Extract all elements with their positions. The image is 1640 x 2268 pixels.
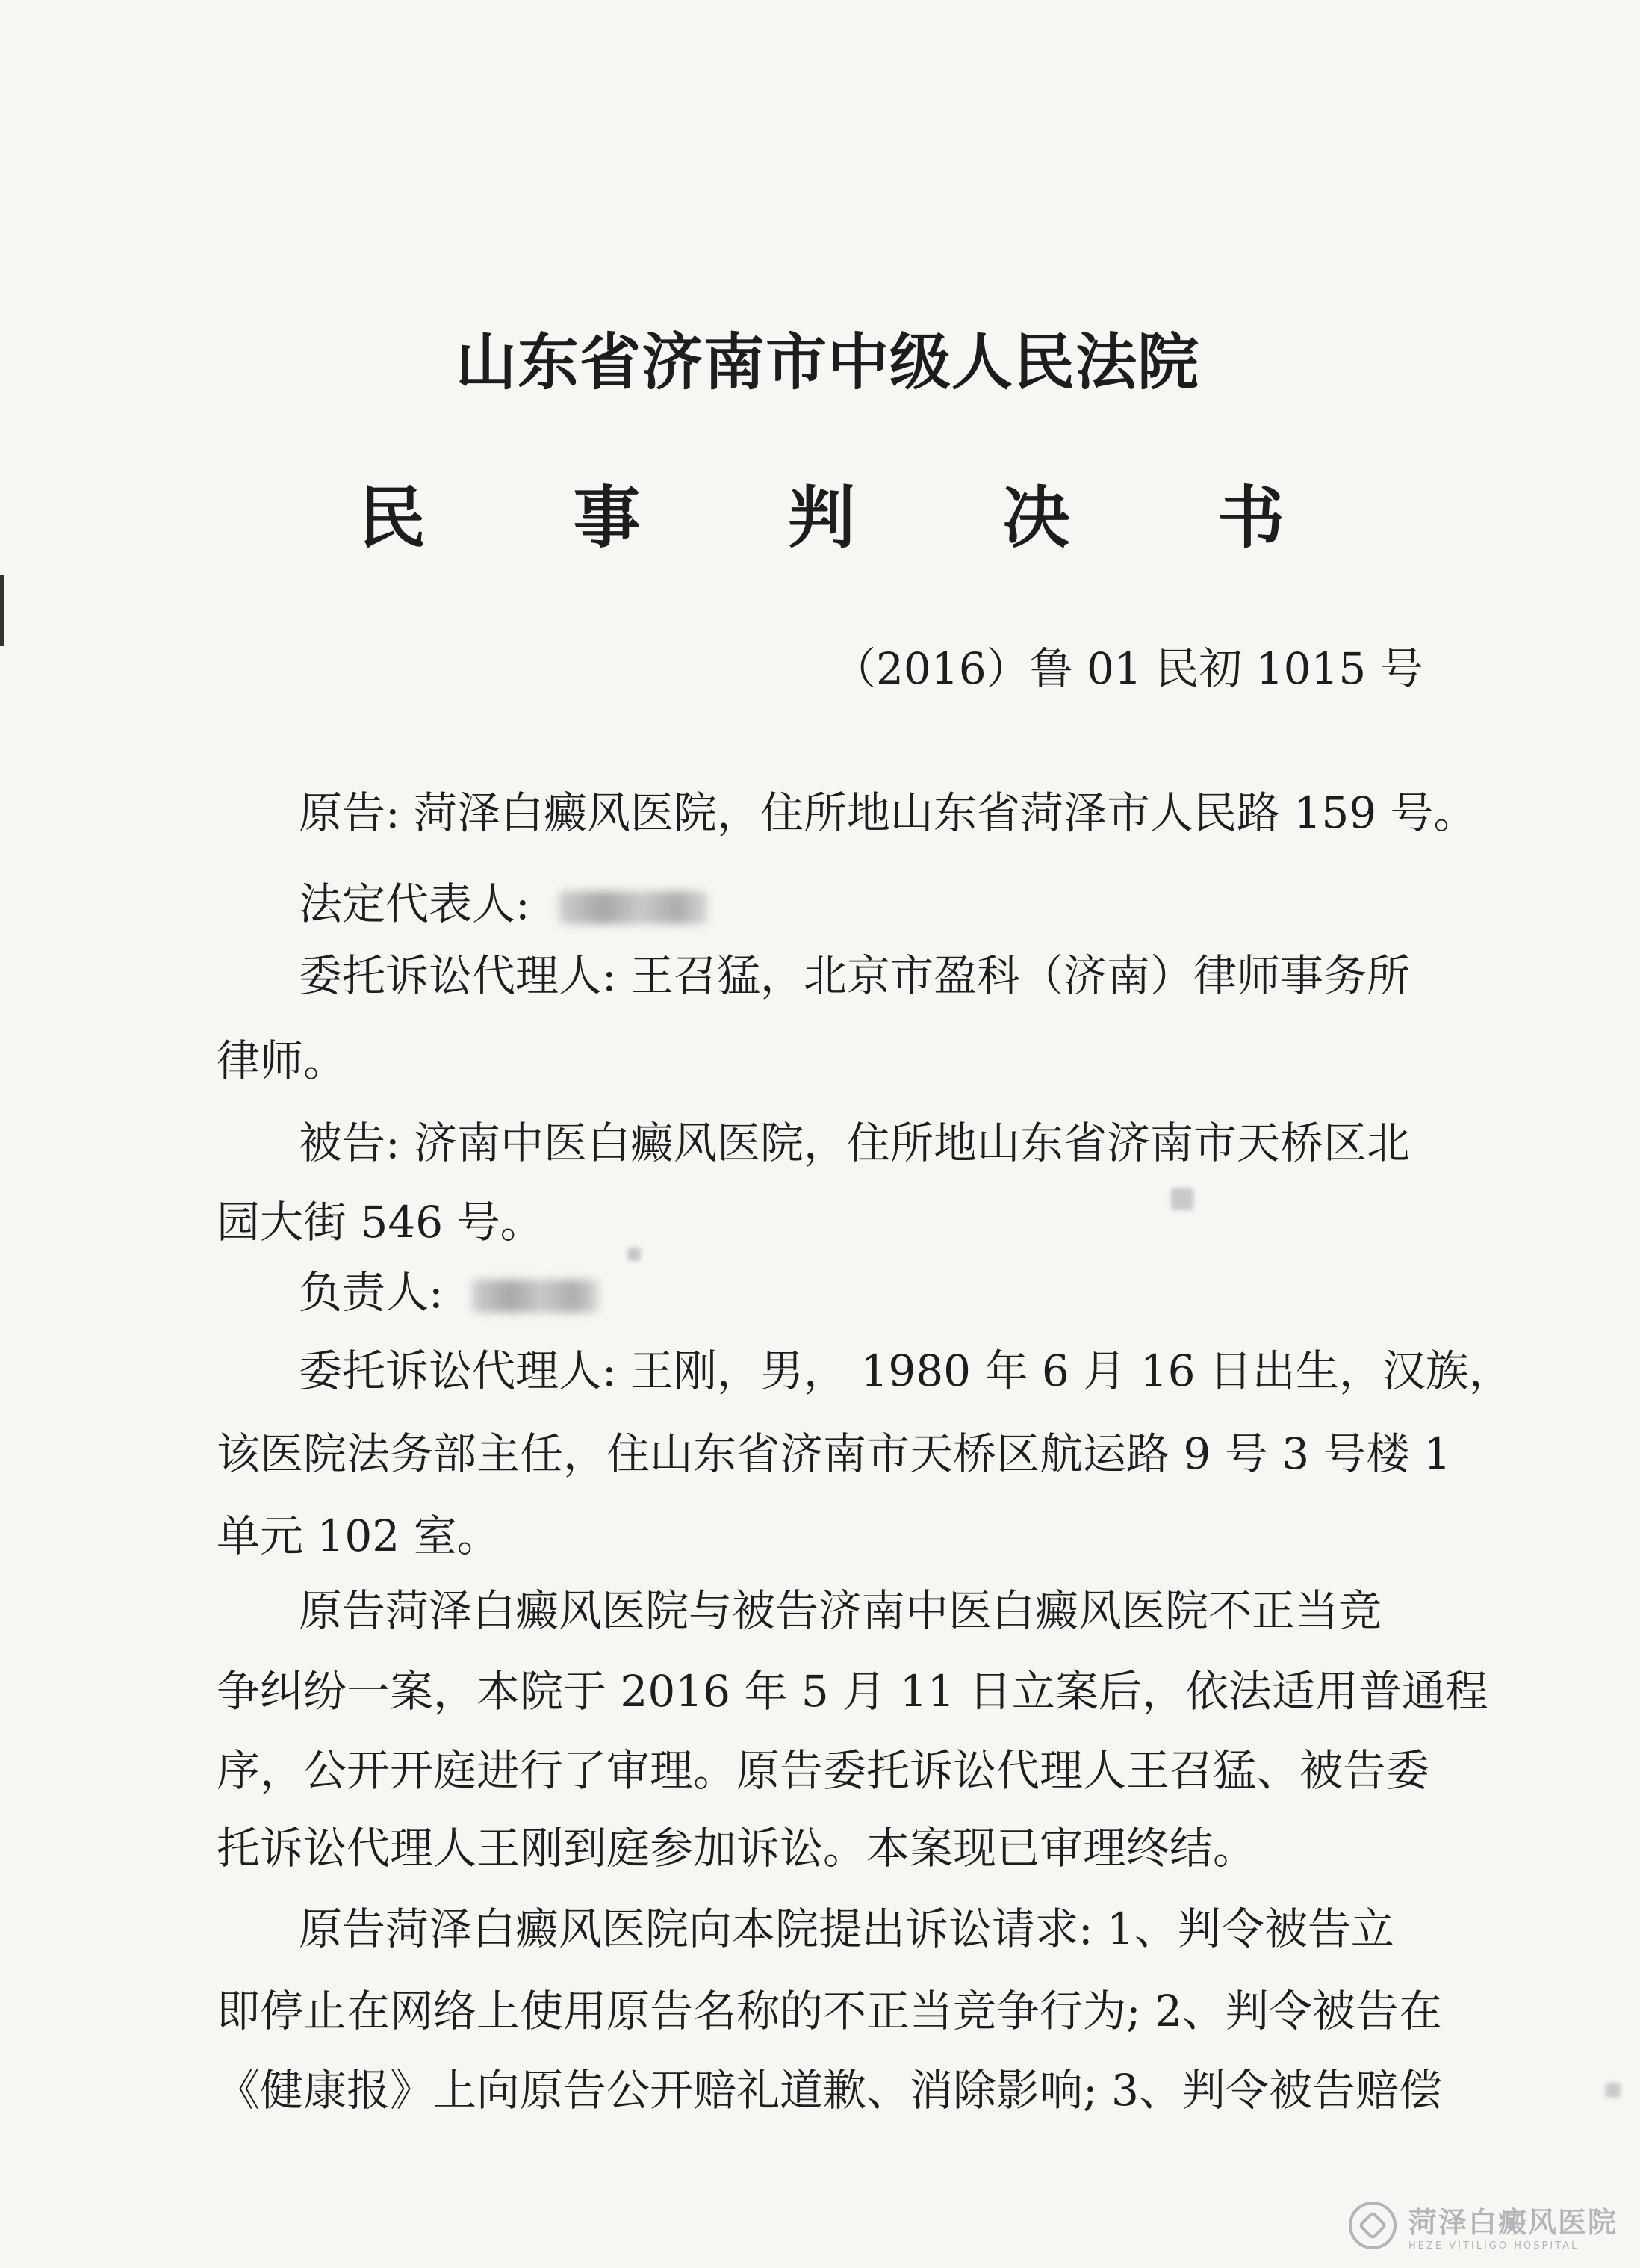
defendant-agent-line-3: 单元 102 室。 — [217, 1511, 500, 1561]
defendant-agent-line-1: 委托诉讼代理人: 王刚，男， 1980 年 6 月 16 日出生，汉族， — [299, 1345, 1512, 1396]
document-title — [358, 463, 1285, 560]
paragraph-2-line-3: 《健康报》上向原告公开赔礼道歉、消除影响; 3、判令被告赔偿 — [217, 2065, 1442, 2116]
paragraph-2-line-1: 原告菏泽白癜风医院向本院提出诉讼请求: 1、判令被告立 — [299, 1903, 1394, 1954]
plaintiff-agent-line-2: 律师。 — [217, 1035, 347, 1086]
defendant-agent-line-2: 该医院法务部主任，住山东省济南市天桥区航运路 9 号 3 号楼 1 — [217, 1428, 1451, 1479]
scan-edge-mark — [0, 575, 4, 646]
plaintiff-agent-line-1: 委托诉讼代理人: 王召猛，北京市盈科（济南）律师事务所 — [299, 950, 1410, 1001]
title-char-2: 事 — [573, 478, 641, 557]
paragraph-1-line-3: 序，公开开庭进行了审理。原告委托诉讼代理人王召猛、被告委 — [217, 1745, 1430, 1796]
title-char-5: 书 — [1217, 478, 1285, 557]
paragraph-1-line-2: 争纠纷一案，本院于 2016 年 5 月 11 日立案后，依法适用普通程 — [217, 1666, 1488, 1717]
paragraph-2-line-2: 即停止在网络上使用原告名称的不正当竞争行为; 2、判令被告在 — [217, 1986, 1442, 2036]
scan-speck — [1171, 1188, 1193, 1210]
watermark-text-en: HEZE VITILIGO HOSPITAL — [1408, 2240, 1580, 2252]
defendant-head-line — [299, 1262, 599, 1322]
watermark-text — [1408, 2199, 1618, 2252]
redacted-name — [472, 1280, 599, 1313]
title-char-3: 判 — [788, 478, 855, 557]
title-char-1: 民 — [358, 478, 426, 557]
hospital-logo-icon — [1349, 2202, 1397, 2249]
court-name: 山东省济南市中级人民法院 — [456, 326, 1200, 398]
hospital-watermark — [1349, 2199, 1618, 2252]
paragraph-1-line-1: 原告菏泽白癜风医院与被告济南中医白癜风医院不正当竞 — [299, 1585, 1382, 1636]
paragraph-1-line-4: 托诉讼代理人王刚到庭参加诉讼。本案现已审理终结。 — [217, 1823, 1257, 1874]
title-char-4: 决 — [1002, 478, 1070, 557]
defendant-line-1: 被告: 济南中医白癜风医院，住所地山东省济南市天桥区北 — [299, 1118, 1410, 1168]
plaintiff-rep-line — [299, 874, 708, 934]
scan-speck — [627, 1248, 641, 1261]
plaintiff-rep-label: 法定代表人: — [299, 879, 530, 929]
scan-speck — [1606, 2083, 1621, 2098]
watermark-text-cn: 菏泽白癜风医院 — [1408, 2206, 1618, 2239]
redacted-name — [559, 891, 708, 924]
plaintiff-line: 原告: 菏泽白癜风医院，住所地山东省菏泽市人民路 159 号。 — [299, 787, 1477, 838]
defendant-head-label: 负责人: — [299, 1267, 444, 1318]
defendant-line-2: 园大街 546 号。 — [217, 1197, 544, 1248]
case-number: （2016）鲁 01 民初 1015 号 — [833, 643, 1423, 694]
